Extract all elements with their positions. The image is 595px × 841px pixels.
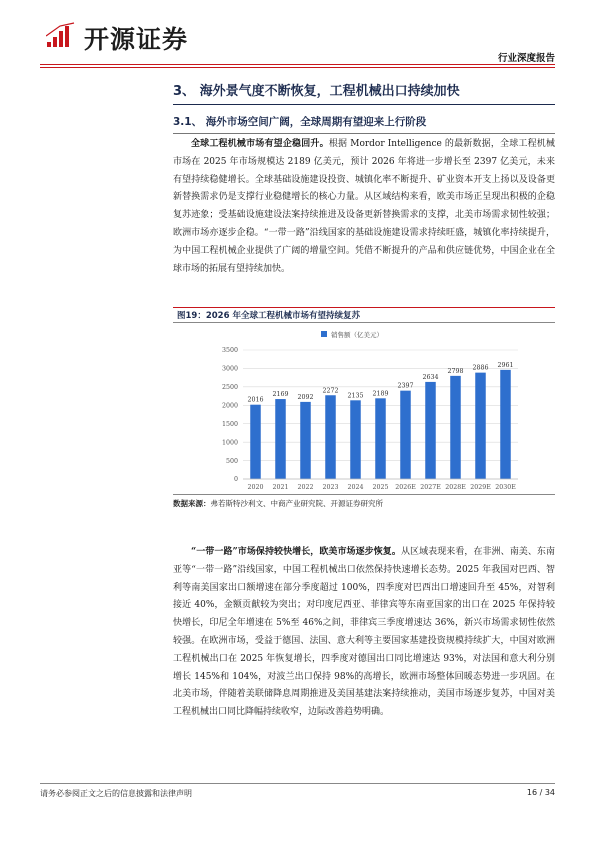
data-label: 2189 — [372, 390, 389, 398]
y-tick-label: 2000 — [221, 402, 238, 410]
legend-label: 销售额（亿美元） — [331, 331, 383, 339]
x-tick-label: 2025 — [372, 484, 389, 491]
paragraph-2-lead: “一带一路”市场保持较快增长，欧美市场逐步恢复。 — [191, 547, 401, 557]
section-heading: 3、 海外景气度不断恢复，工程机械出口持续加快 — [173, 84, 460, 99]
x-tick-label: 2023 — [322, 484, 339, 491]
report-type-label: 行业深度报告 — [497, 53, 555, 64]
legend-swatch — [321, 331, 327, 337]
brand-logo-text: 开源证券 — [84, 25, 189, 54]
x-tick-label: 2028E — [445, 484, 466, 491]
data-label: 2092 — [297, 393, 314, 401]
y-tick-label: 1000 — [221, 439, 238, 447]
footer-disclaimer: 请务必参阅正文之后的信息披露和法律声明 — [40, 789, 192, 798]
source-label: 数据来源： — [173, 499, 211, 508]
bar — [475, 373, 486, 479]
body-paragraph-1 — [173, 136, 555, 278]
section-heading-rule — [173, 104, 555, 105]
x-tick-label: 2029E — [470, 484, 491, 491]
data-label: 2961 — [497, 361, 514, 369]
data-label: 2397 — [397, 382, 414, 390]
x-tick-label: 2027E — [420, 484, 441, 491]
y-tick-label: 3500 — [221, 347, 238, 355]
data-label: 2135 — [347, 392, 364, 400]
bar — [300, 402, 311, 479]
x-tick-label: 2022 — [297, 484, 314, 491]
bar — [450, 376, 461, 479]
bar — [500, 370, 511, 479]
x-tick-label: 2024 — [347, 484, 364, 491]
figure-source — [173, 494, 555, 513]
header-divider — [40, 64, 555, 65]
paragraph-1-lead: 全球工程机械市场有望企稳回升。 — [191, 139, 329, 149]
data-label: 2634 — [422, 373, 439, 381]
x-tick-label: 2026E — [395, 484, 416, 491]
paragraph-1-body: 根据 Mordor Intelligence 的最新数据，全球工程机械市场在 2025 年市场规模达 2189 亿美元，预计 2026 年将进一步增长至 2397 亿美元，未来有望持续稳健增长。全球基础设施建设投资、城镇化率不断提升、矿业资本开支上扬以及设备更新替换需求仍是支撑行业稳健增长的核心力量。从区域结构来看，欧美市场正呈现出积极的企稳复苏迹象；受基础设施建设法案持续推进及设备更新替换需求的支撑，北美市场需求韧性较强；欧洲市场亦逐步企稳。“一带一路”沿线国家的基础设施建设需求持续旺盛，城镇化率持续提升，为中国工程机械企业提供了广阔的增量空间。凭借不断提升的产品和供应链优势，中国企业在全球市场的拓展有望持续加快。 — [173, 139, 555, 274]
y-tick-label: 0 — [233, 476, 238, 484]
y-tick-label: 3000 — [221, 365, 238, 373]
page-number: 16 / 34 — [526, 788, 555, 797]
y-tick-label: 2500 — [221, 384, 238, 392]
bar — [425, 382, 436, 479]
bar — [375, 398, 386, 479]
data-label: 2886 — [472, 364, 489, 372]
paragraph-2-body: 从区域表现来看，在非洲、南美、东南亚等“一带一路”沿线国家，中国工程机械出口依然保持快速增长态势。2025 年我国对巴西、智利等南美国家出口额增速在部分季度超过 100%，四季度对巴西出口增速回升至 45%，对智利接近 40%，金额贡献较为突出；对印度尼西亚、菲律宾等东南亚国家的出口在 2025 年保持较快增长，印尼全年增速在 5%至 46%之间，菲律宾三季度增速达 36%，新兴市场需求韧性依然较强。在欧洲市场，受益于德国、法国、意大利等主要国家基建投资规模持续扩大，中国对欧洲工程机械出口在 2025 年恢复增长，四季度对德国出口同比增速达 93%，对法国和意大利分别增长 145%和 104%，对波兰出口保持 98%的高增长，欧洲市场整体回暖态势进一步巩固。在北美市场，伴随着美联储降息周期推进及美国基建法案持续推动，美国市场逐步复苏，中国对美工程机械出口同比降幅持续收窄，边际改善趋势明确。 — [173, 547, 555, 718]
data-label: 2798 — [447, 367, 464, 375]
subsection-heading: 3.1、 海外市场空间广阔，全球周期有望迎来上行阶段 — [173, 116, 427, 128]
bar — [325, 395, 336, 479]
x-tick-label: 2020 — [247, 484, 264, 491]
bar-chart — [173, 326, 555, 492]
bar — [350, 400, 361, 479]
data-label: 2169 — [272, 391, 289, 399]
y-tick-label: 500 — [225, 457, 238, 465]
bar — [275, 399, 286, 479]
footer-divider — [40, 783, 555, 784]
y-tick-label: 1500 — [221, 420, 238, 428]
body-paragraph-2 — [173, 544, 555, 722]
header-divider-thin — [40, 67, 555, 68]
source-text: 弗若斯特沙利文、中商产业研究院、开源证券研究所 — [210, 499, 383, 508]
data-label: 2272 — [322, 387, 339, 395]
logo-icon — [46, 22, 76, 48]
subsection-heading-rule — [173, 133, 555, 134]
data-label: 2016 — [247, 396, 264, 404]
bar — [250, 405, 261, 479]
x-tick-label: 2030E — [495, 484, 516, 491]
bar — [400, 391, 411, 479]
x-tick-label: 2021 — [272, 484, 289, 491]
figure-title: 图19：2026 年全球工程机械市场有望持续复苏 — [173, 307, 555, 323]
